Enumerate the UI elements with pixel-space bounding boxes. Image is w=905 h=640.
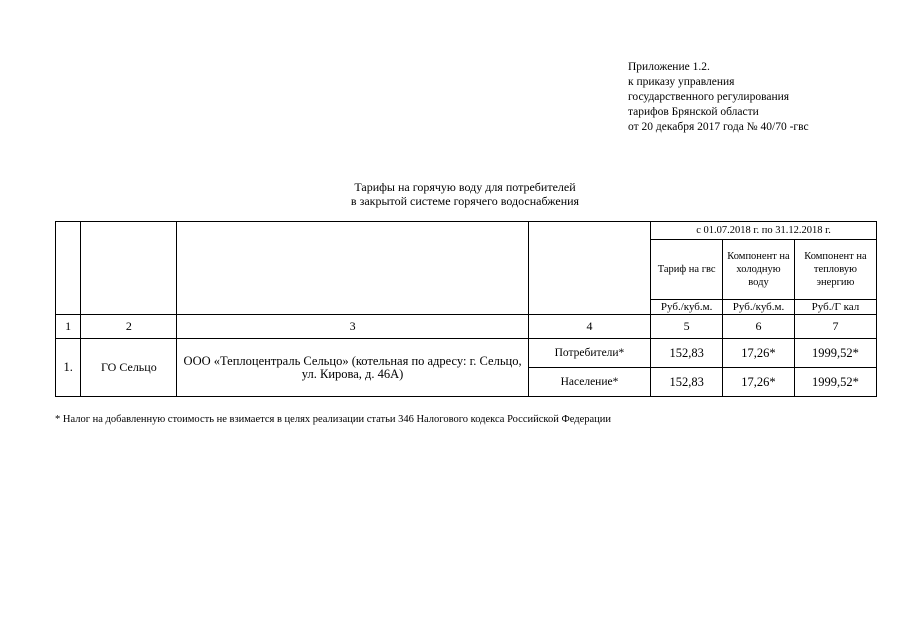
row-consumer-group: Потребители* xyxy=(528,339,650,368)
appendix-line-5: от 20 декабря 2017 года № 40/70 -гвс xyxy=(628,121,809,133)
column-number: 4 xyxy=(528,315,650,339)
appendix-line-1: Приложение 1.2. xyxy=(628,61,710,73)
row-tariff-value: 152,83 xyxy=(651,339,723,368)
unit-cold-water: Руб./куб.м. xyxy=(723,300,795,315)
column-number: 5 xyxy=(651,315,723,339)
column-number: 7 xyxy=(794,315,876,339)
title-line-2: в закрытой системе горячего водоснабжения xyxy=(350,194,580,208)
row-heat-energy-value: 1999,52* xyxy=(794,339,876,368)
appendix-line-2: к приказу управления xyxy=(628,76,735,88)
column-header-heat-energy: Компонент на тепловую энергию xyxy=(794,240,876,300)
column-header-tariff: Тариф на гвс xyxy=(651,240,723,300)
table-row xyxy=(56,339,877,368)
column-number: 1 xyxy=(56,315,81,339)
column-number: 3 xyxy=(177,315,528,339)
header-empty-cell xyxy=(528,222,650,315)
row-heat-energy-value: 1999,52* xyxy=(794,368,876,397)
title-line-1: Тарифы на горячую воду для потребителей xyxy=(354,180,576,194)
column-number-row xyxy=(56,315,877,339)
column-header-cold-water: Компонент на холодную воду xyxy=(723,240,795,300)
header-empty-cell xyxy=(56,222,81,315)
unit-heat-energy: Руб./Г кал xyxy=(794,300,876,315)
column-number: 6 xyxy=(723,315,795,339)
table-header-row-period xyxy=(56,222,877,240)
appendix-line-4: тарифов Брянской области xyxy=(628,106,759,118)
unit-tariff: Руб./куб.м. xyxy=(651,300,723,315)
appendix-header xyxy=(628,60,898,135)
document-title xyxy=(300,180,630,208)
row-index: 1. xyxy=(56,339,81,397)
row-tariff-value: 152,83 xyxy=(651,368,723,397)
tariff-table xyxy=(55,221,877,397)
header-empty-cell xyxy=(81,222,177,315)
header-empty-cell xyxy=(177,222,528,315)
row-organization: ООО «Теплоцентраль Сельцо» (котельная по адресу: г. Сельцо, ул. Кирова, д. 46А) xyxy=(177,339,528,397)
row-cold-water-value: 17,26* xyxy=(723,368,795,397)
appendix-line-3: государственного регулирования xyxy=(628,91,790,103)
footnote: * Налог на добавленную стоимость не взимается в целях реализации статьи 346 Налогового кодекса Российской Федерации xyxy=(55,414,612,425)
row-cold-water-value: 17,26* xyxy=(723,339,795,368)
period-header: с 01.07.2018 г. по 31.12.2018 г. xyxy=(651,222,877,240)
row-district: ГО Сельцо xyxy=(81,339,177,397)
column-number: 2 xyxy=(81,315,177,339)
row-consumer-group: Население* xyxy=(528,368,650,397)
